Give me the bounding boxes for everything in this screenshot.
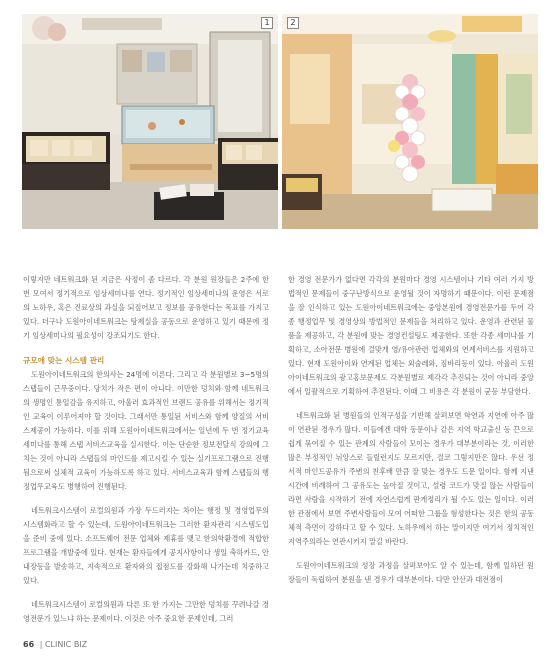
kids-area-illustration bbox=[282, 14, 538, 229]
magazine-name: CLINIC BIZ bbox=[44, 640, 88, 649]
photo-kids-area bbox=[282, 14, 538, 229]
article-column-right bbox=[288, 273, 534, 587]
photo-number-badge: 1 bbox=[261, 17, 273, 29]
paragraph: 한 경영 전문가가 없다면 각각의 분원마다 경영 시스템이나 기타 여러 가지 방법적인 문제들이 중구난방식으로 운영될 것이 자명하기 때문이다. 이런 문제점을 잘 인식하고 있는 도원아이네트워크에는 중앙본원에 경영전문가를 두어 각종 행정업무 및 경영상의 방법적인 문제들을 처리하고 있다. 운영과 관련된 물품을 제공하고, 각 분원에 맞는 경영컨설팅도 제공한다. 또한 각종 세미나를 기획하고, 소아전문 병원에 걸맞게 영/유아관련 업체와의 연계서비스를 지원하고 있다. 현재 도원아이와 연계된 업체는 외술레와, 짐바리등이 있다. 아울러 도원아이네트워크의 광고홍보문제도 각분원별로 제각각 추진되는 것이 아니라 중앙에서 일괄적으로 기획하여 추진된다. 이때 그 비용은 각 분원이 균등 부담한다. bbox=[288, 275, 534, 396]
photo-clinic-lobby bbox=[22, 14, 278, 229]
page-number: 66 bbox=[23, 640, 35, 649]
lobby-illustration bbox=[22, 14, 278, 229]
paragraph: 네트워크시스템이 로컬의원과 가장 두드러지는 차이는 행정 및 경영업무의 시스템화라고 할 수 있는데, 도원아이네트워크는 그러한 환자관리 시스템도입을 준비 중에 있다. 소프트웨어 전문 업체와 제휴를 맺고 한의학환경에 적합한 프로그램을 개발중에 있다. 현재는 환자들에게 공지사항이나 생일 축하카드, 안내장등을 발송하고, 지속적으로 환자와의 접점도를 강화해 나가는데 치중하고 있다. bbox=[23, 506, 269, 585]
page-footer bbox=[23, 640, 87, 649]
paragraph: 도원아이네트워크의 한의사는 24명에 이른다. 그리고 각 분원별로 3~5명의 스탭들이 근무중이다. 당치가 작은 편이 아니다. 이만한 덩치와 함께 네트워크의 생명인 통일감을 유지하고, 아울러 효과적인 브랜드 공유를 위해서는 정기적인 교육이 이루어져야 할 것이다. 그래서만 통일된 서비스와 함께 양질의 서비스제공이 가능하다. 이를 위해 도원아이네트워크에서는 일년에 두 번 정기교육세미나를 통해 스탭 서비스교육을 실시한다. 이는 단순한 정보전달식 강의에 그치는 것이 아니라 스탭들의 마인드를 제고시킬 수 있는 실기프로그램으로 진행됨으로써 실체적 교육이 가능하도록 하고 있다. 서비스교육과 함께 스탭들의 행정업무교육도 병행하여 진행된다. bbox=[23, 370, 269, 491]
paragraph: 도원아이네트워크의 성장 과정을 살펴보아도 알 수 있는데, 함께 일하던 원장들이 독립하여 분원을 낸 경우가 대부분이다. 다만 안산과 대전점이 bbox=[288, 561, 534, 584]
paragraph: 네트워크화 된 병원들의 인적구성을 기반해 살펴보면 학연과 지연에 아주 많이 연관된 경우가 많다. 이들에겐 대학 동문이나 같은 지역 학교출신 등 끈으로 쉽게 묶여질 수 있는 관계의 사람들이 모이는 경우가 대부분이라는 것, 이러한 많은 부정적인 뉘앙스로 들릴런지도 모르지만, 결코 그렇지만은 않다. 우선 정서적 마인드공유가 주변의 친후배 만큼 잘 맞는 경우도 드문 일이다. 함께 지낸 시간에 비례하여 그 공유도는 높아질 것이고, 설령 코드가 맞질 않는 사람들이라면 사람을 시작하기 전에 자연스럽게 판게정리가 될 수도 있는 일이다. 이러한 관점에서 보면 주변사람들이 모여 어떠한 그룹을 형성한다는 것은 한의 공동체적 측면이 강하다고 할 수 있다. 노하우에서 하는 말이지만 여기서 정치적인 지역주의라는 연관시키지 말길 바란다. bbox=[288, 411, 534, 546]
photo-number-badge: 2 bbox=[287, 17, 299, 29]
article-column-left bbox=[23, 273, 269, 626]
paragraph: 이렇지만 네트워크화 된 지금은 사정이 좀 다르다. 각 분원 원장들은 2주에 한번 모여서 정기적으로 임상세미나를 연다. 정기적인 임상세미나의 운영은 서로의 노하우, 혹은 진료상의 과실을 되짚어보고 정보를 공유한다는 목표를 가지고 있다. 더구나 도원아이네트워크는 탕제실을 공동으로 운영하고 있기 때문에 정기 임상세미나의 필요성이 강조되기도 한다. bbox=[23, 275, 269, 340]
section-heading: 규모에 맞는 시스템 관리 bbox=[23, 356, 105, 365]
paragraph: 네트워크시스템이 로컬의원과 다른 또 한 가지는 그만한 덩치를 꾸려나갈 경영전문가 있느냐 하는 문제이다. 이것은 아주 중요한 문제인데, 그러 bbox=[23, 600, 269, 623]
footer-separator: | bbox=[39, 640, 43, 649]
